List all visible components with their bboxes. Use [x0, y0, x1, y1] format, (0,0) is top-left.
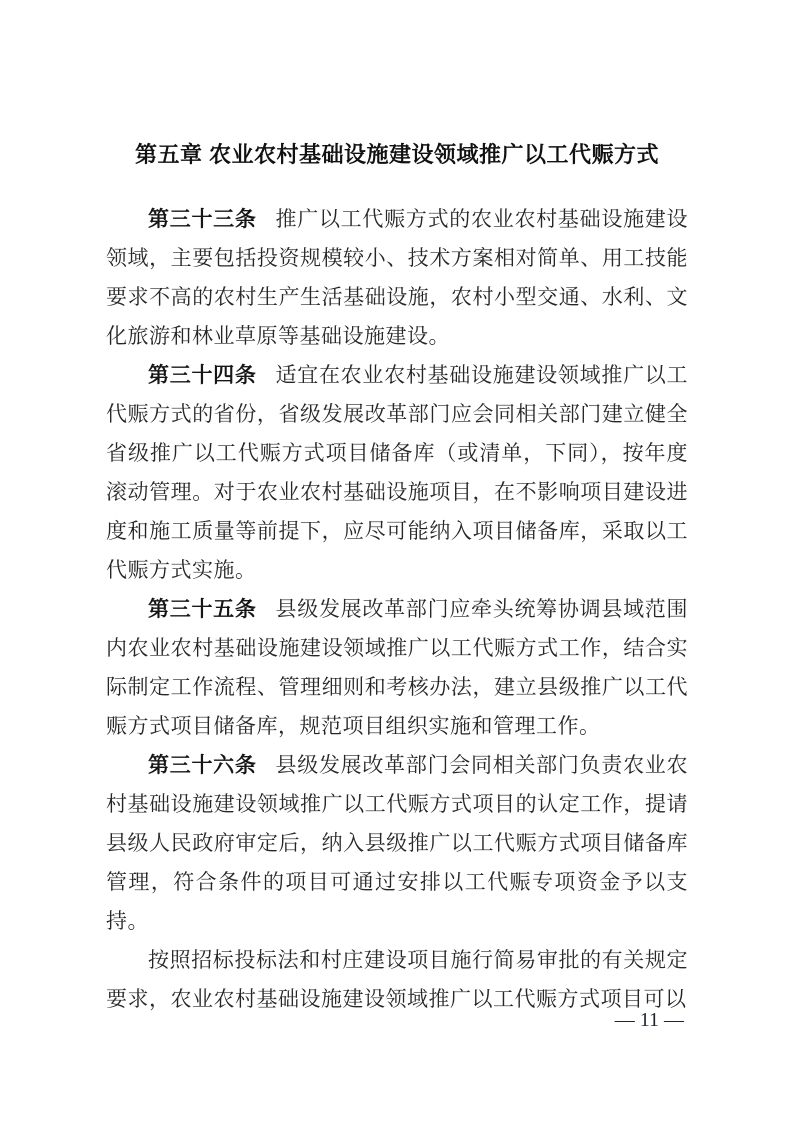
article-text-33: 推广以工代赈方式的农业农村基础设施建设领域，主要包括投资规模较小、技术方案相对简单、用工技能要求不高的农村生产生活基础设施，农村小型交通、水利、文化旅游和林业草原等基础设施建设。	[106, 207, 689, 348]
article-paragraph-33	[106, 200, 688, 356]
article-number-34: 第三十四条	[148, 364, 257, 387]
article-text-35: 县级发展改革部门应牵头统筹协调县域范围内农业农村基础设施建设领域推广以工代赈方式工作，结合实际制定工作流程、管理细则和考核办法，建立县级推广以工代赈方式项目储备库，规范项目组织实施和管理工作。	[106, 597, 689, 738]
article-paragraph-35	[106, 590, 688, 746]
article-text-34: 适宜在农业农村基础设施建设领域推广以工代赈方式的省份，省级发展改革部门应会同相关部门建立健全省级推广以工代赈方式项目储备库（或清单，下同），按年度滚动管理。对于农业农村基础设施项目，在不影响项目建设进度和施工质量等前提下，应尽可能纳入项目储备库，采取以工代赈方式实施。	[106, 363, 689, 582]
article-paragraph-36	[106, 746, 688, 941]
page-number: — 11 —	[614, 1009, 684, 1031]
article-number-36: 第三十六条	[148, 754, 257, 777]
article-text-36: 县级发展改革部门会同相关部门负责农业农村基础设施建设领域推广以工代赈方式项目的认定工作，提请县级人民政府审定后，纳入县级推广以工代赈方式项目储备库管理，符合条件的项目可通过安排以工代赈专项资金予以支持。	[106, 753, 689, 933]
chapter-title: 第五章 农业农村基础设施建设领域推广以工代赈方式	[134, 142, 660, 167]
closing-paragraph	[106, 941, 688, 1019]
article-number-33: 第三十三条	[148, 208, 257, 231]
article-number-35: 第三十五条	[148, 598, 257, 621]
closing-paragraph-text: 按照招标投标法和村庄建设项目施行简易审批的有关规定要求，农业农村基础设施建设领域推广以工代赈方式项目可以	[106, 948, 688, 1011]
article-paragraph-34	[106, 356, 688, 590]
